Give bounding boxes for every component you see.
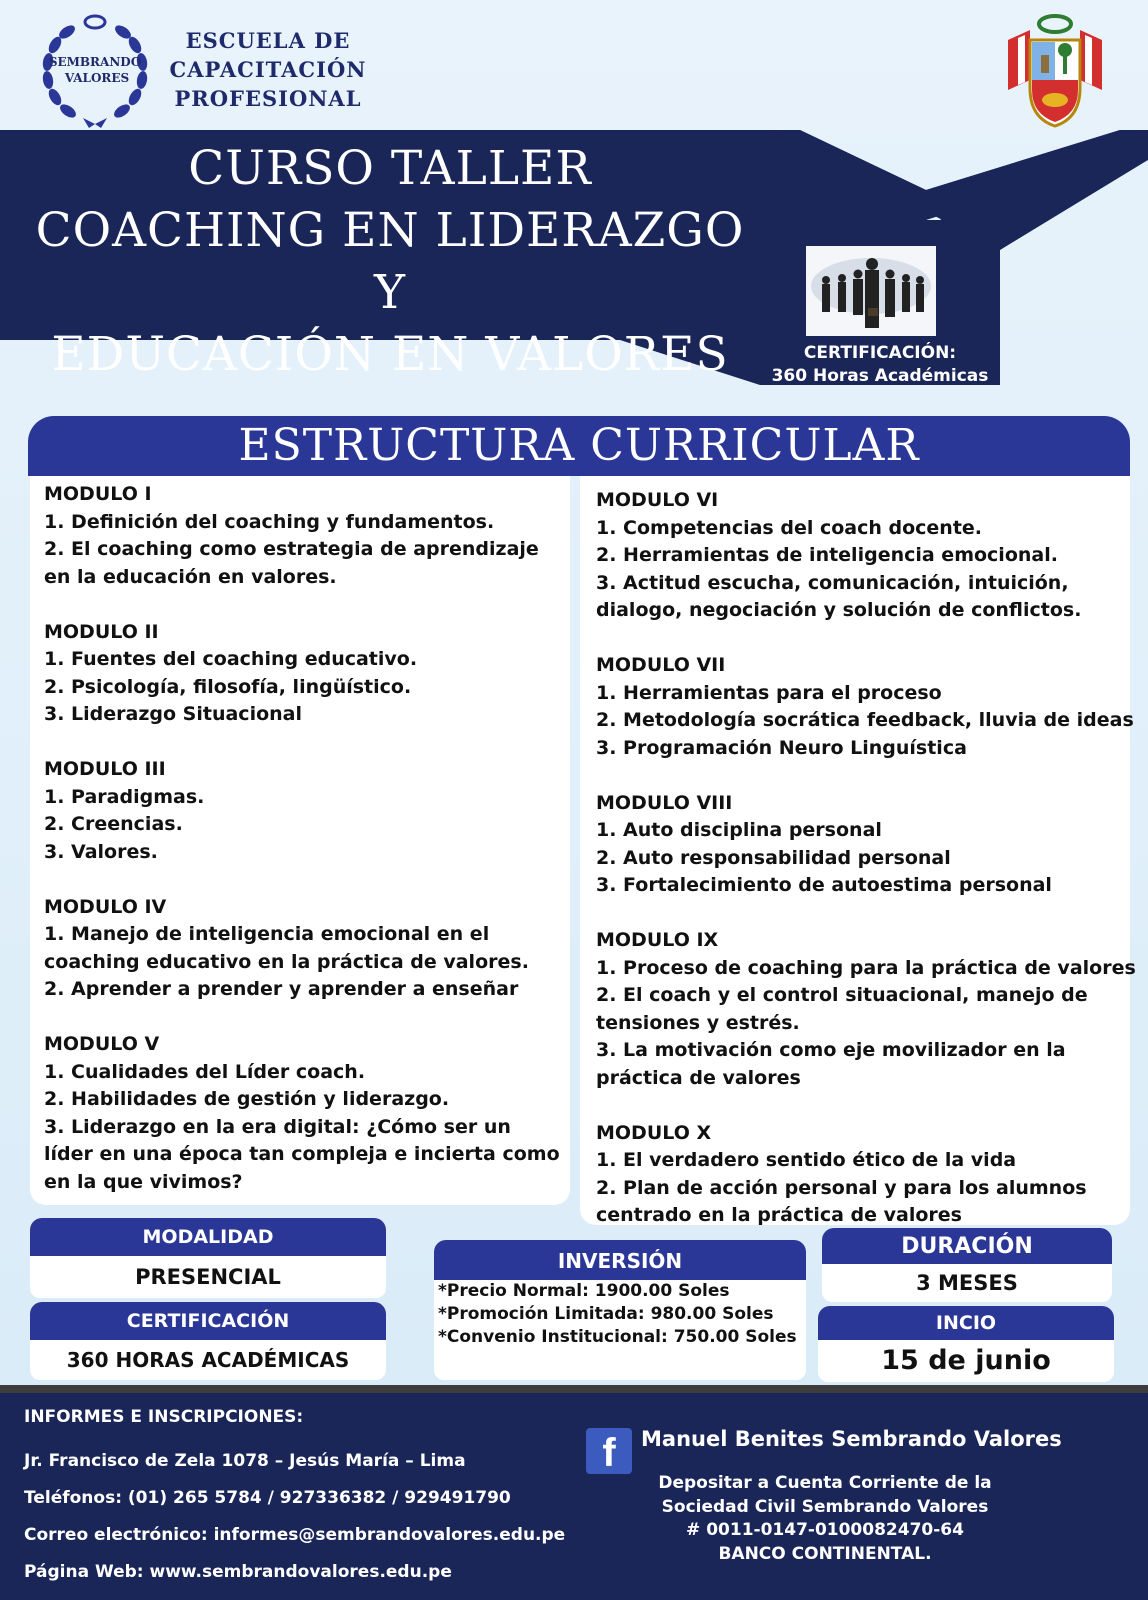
module-item: 2. Aprender a prender y aprender a enseñar [44,978,519,1000]
module-item: 3. Actitud escucha, comunicación, intuición, dialogo, negociación y solución de conflictos. [596,571,1082,621]
module-1 [44,481,564,591]
module-2 [44,619,564,729]
module-item: 3. Liderazgo en la era digital: ¿Cómo ser un líder en una época tan compleja e incierta como en la que vivimos? [44,1115,560,1193]
contact-address: Jr. Francisco de Zela 1078 – Jesús María – Lima [24,1451,466,1471]
module-item: 1. Auto disciplina personal [596,819,882,841]
price-promotion: *Promoción Limitada: 980.00 Soles [438,1304,774,1324]
module-title: MODULO X [596,1121,712,1144]
curricular-title: ESTRUCTURA CURRICULAR [238,420,920,471]
contact-info [24,1407,565,1599]
inicio-value: 15 de junio [818,1340,1114,1382]
module-item: 1. Competencias del coach docente. [596,516,983,539]
module-item: 2. El coaching como estrategia de aprendizaje en la educación en valores. [44,538,539,588]
school-line-2: CAPACITACIÓN [169,57,367,82]
module-title: MODULO VIII [596,791,733,814]
module-title: MODULO IX [596,929,719,951]
module-4 [44,894,564,1004]
school-name [168,26,368,113]
module-item: 1. Paradigmas. [44,785,205,808]
duracion-value: 3 MESES [822,1264,1112,1302]
module-3 [44,756,564,866]
module-item: 1. Cualidades del Líder coach. [44,1060,366,1083]
inicio-label: INCIO [818,1306,1114,1340]
module-title: MODULO VI [596,489,719,511]
module-9 [596,927,1136,1092]
module-item: 3. Programación Neuro Linguística [596,736,967,759]
certification-hours: 360 Horas Académicas [771,366,989,386]
module-title: MODULO IV [44,895,167,918]
course-title [20,138,760,386]
curricular-right-column [596,487,1136,1257]
module-item: 1. Fuentes del coaching educativo. [44,648,418,670]
facebook-page-name[interactable]: Manuel Benites Sembrando Valores [641,1427,1062,1451]
deposit-account: # 0011-0147-0100082470-64 [686,1520,964,1540]
module-item: 1. Proceso de coaching para la práctica de valores [596,956,1136,979]
title-line-3: EDUCACIÓN EN VALORES [51,327,729,382]
module-item: 2. El coach y el control situacional, manejo de tensiones y estrés. [596,984,1088,1034]
contact-heading: INFORMES E INSCRIPCIONES: [24,1407,304,1427]
module-item: 1. Definición del coaching y fundamentos. [44,510,495,533]
module-title: MODULO V [44,1033,160,1055]
facebook-icon[interactable] [586,1428,632,1474]
module-item: 3. Valores. [44,840,158,863]
module-7 [596,652,1136,762]
module-item: 2. Habilidades de gestión y liderazgo. [44,1088,450,1110]
module-item: 2. Metodología socrática feedback, lluvia de ideas [596,709,1134,731]
duracion-label: DURACIÓN [822,1228,1112,1264]
logo-text-top: SEMBRANDO [48,55,142,69]
deposit-line-1: Depositar a Cuenta Corriente de la [658,1473,992,1493]
module-item: 1. Manejo de inteligencia emocional en el coaching educativo en la práctica de valores. [44,923,529,973]
module-item: 3. Fortalecimiento de autoestima personal [596,874,1052,896]
price-normal: *Precio Normal: 1900.00 Soles [438,1281,730,1301]
module-item: 2. Herramientas de inteligencia emocional. [596,544,1058,566]
inversion-prices [434,1280,806,1380]
certificacion-label: CERTIFICACIÓN [30,1302,386,1340]
school-line-1: ESCUELA DE [185,28,351,53]
module-5 [44,1031,564,1196]
module-item: 2. Creencias. [44,813,183,835]
certification-label: CERTIFICACIÓN: [803,343,957,363]
price-institutional: *Convenio Institucional: 750.00 Soles [438,1327,797,1347]
title-line-1: CURSO TALLER [188,141,592,196]
module-item: 1. Herramientas para el proceso [596,681,942,704]
module-title: MODULO III [44,758,166,780]
module-item: 2. Psicología, filosofía, lingüístico. [44,675,412,698]
module-item: 2. Auto responsabilidad personal [596,846,951,869]
module-item: 3. La motivación como eje movilizador en la práctica de valores [596,1039,1066,1089]
sembrando-valores-logo [35,10,155,130]
curricular-left-column [44,481,564,1224]
modalidad-value: PRESENCIAL [30,1256,386,1298]
module-title: MODULO II [44,620,159,643]
title-line-2: COACHING EN LIDERAZGO Y [35,203,745,320]
deposit-line-2: Sociedad Civil Sembrando Valores [661,1496,989,1517]
logo-text-bottom: VALORES [64,71,130,85]
module-10 [596,1120,1136,1230]
business-people-image [806,246,936,336]
module-item: 3. Liderazgo Situacional [44,703,302,725]
contact-email[interactable]: Correo electrónico: informes@sembrandovalores.edu.pe [24,1525,566,1545]
module-6 [596,487,1136,625]
school-line-3: PROFESIONAL [174,86,362,111]
modalidad-label: MODALIDAD [30,1218,386,1256]
contact-phones: Teléfonos: (01) 265 5784 / 927336382 / 929491790 [24,1488,511,1508]
certification-header [770,342,990,388]
deposit-bank: BANCO CONTINENTAL. [718,1543,932,1564]
module-item: 2. Plan de acción personal y para los alumnos centrado en la práctica de valores [596,1176,1087,1226]
module-title: MODULO I [44,483,152,505]
module-8 [596,790,1136,900]
peru-coat-of-arms-icon [1000,10,1110,130]
contact-web[interactable]: Página Web: www.sembrandovalores.edu.pe [24,1562,452,1582]
inversion-label: INVERSIÓN [434,1240,806,1280]
module-title: MODULO VII [596,654,726,676]
deposit-info [640,1472,1010,1566]
module-item: 1. El verdadero sentido ético de la vida [596,1149,1017,1171]
certificacion-value: 360 HORAS ACADÉMICAS [30,1340,386,1380]
facebook-letter: f [602,1431,616,1475]
